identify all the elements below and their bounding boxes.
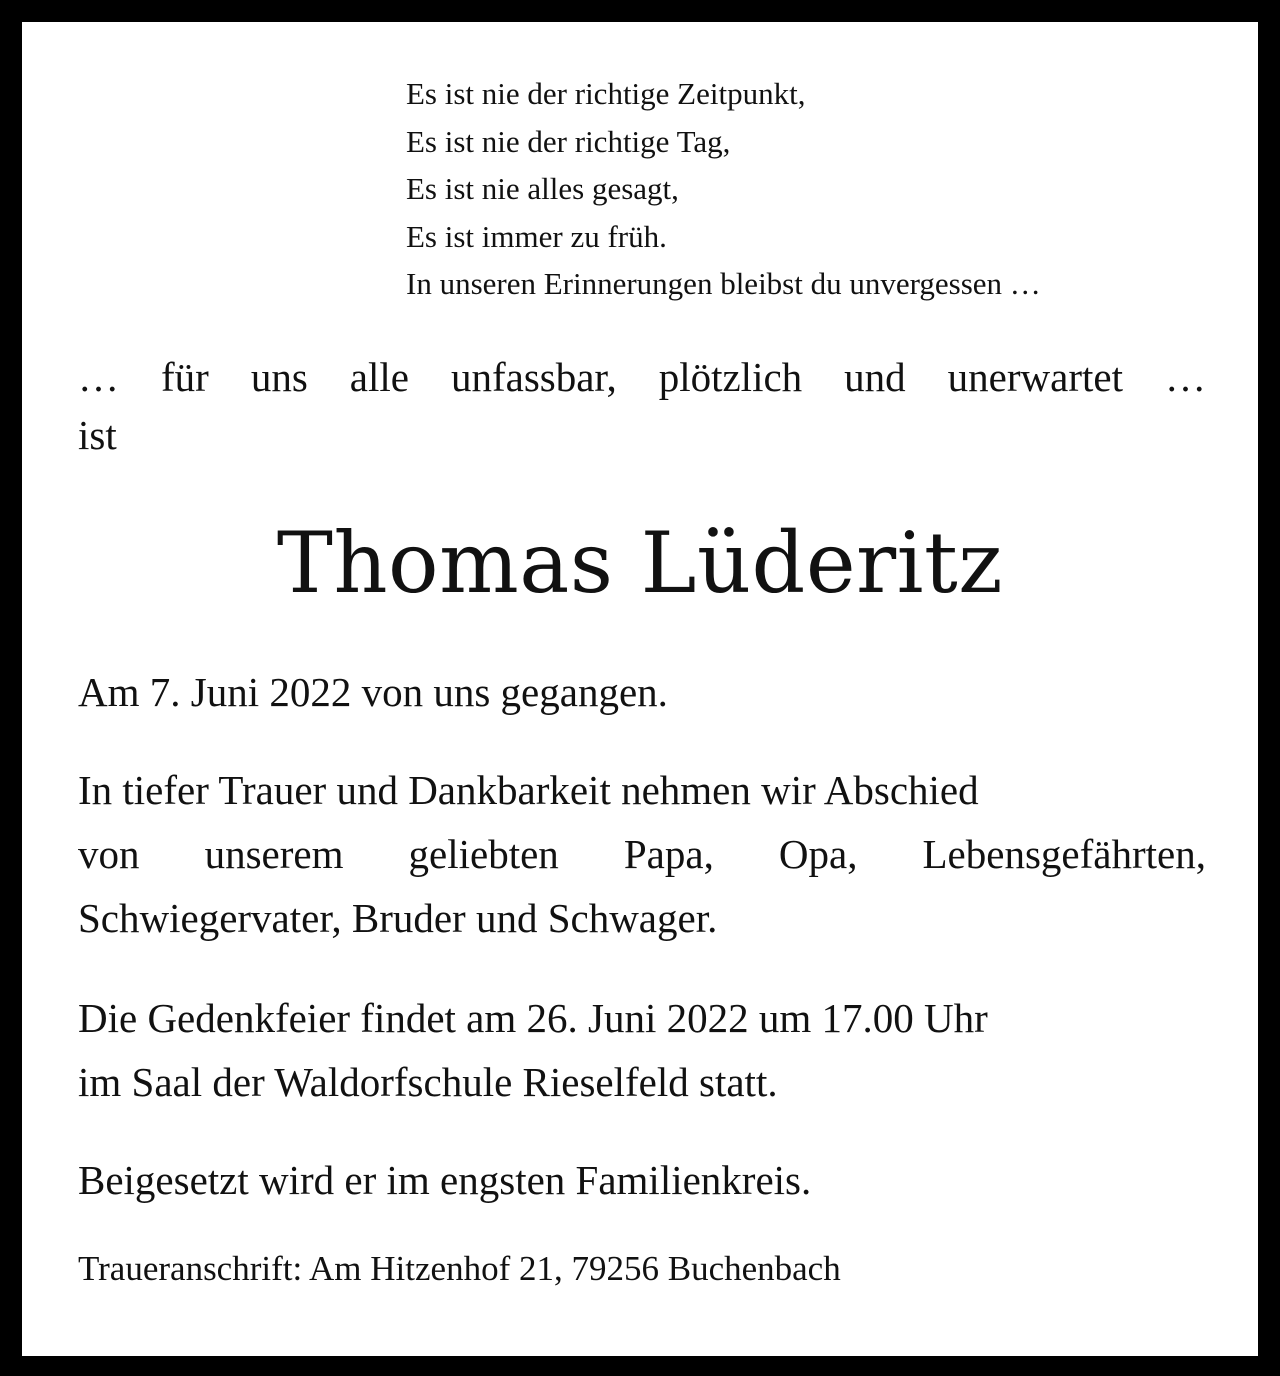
- farewell-word: Lebensgefährten,: [922, 831, 1206, 877]
- farewell-line: In tiefer Trauer und Dankbarkeit nehmen wir Abschied: [78, 767, 979, 813]
- intro-word: uns: [250, 354, 308, 400]
- intro-word: unfassbar,: [450, 354, 617, 400]
- mourning-address: Traueranschrift: Am Hitzenhof 21, 79256 Buchenbach: [78, 1249, 841, 1288]
- ceremony-paragraph: [78, 986, 1206, 1114]
- date-line: Am 7. Juni 2022 von uns gegangen.: [78, 669, 668, 715]
- intro-word: und: [844, 354, 906, 400]
- intro-word: unerwartet: [947, 354, 1123, 400]
- intro-word: für: [161, 354, 209, 400]
- farewell-word: von: [78, 831, 140, 877]
- farewell-line: Schwiegervater, Bruder und Schwager.: [78, 895, 718, 941]
- farewell-line: [78, 822, 1206, 886]
- poem-line: Es ist immer zu früh.: [406, 218, 667, 254]
- intro-word: plötzlich: [658, 354, 803, 400]
- poem: [406, 70, 1041, 308]
- farewell-paragraph: [78, 758, 1206, 950]
- ceremony-line: im Saal der Waldorfschule Rieselfeld statt.: [78, 1059, 778, 1105]
- intro-word: alle: [349, 354, 409, 400]
- farewell-word: geliebten: [408, 831, 559, 877]
- intro-line: ist: [78, 412, 117, 458]
- poem-line: Es ist nie alles gesagt,: [406, 171, 679, 206]
- intro-word: …: [78, 354, 119, 400]
- intro-word: …: [1164, 354, 1206, 400]
- intro-text: [78, 348, 1206, 464]
- farewell-word: Papa,: [623, 831, 714, 877]
- intro-line: [78, 348, 1206, 406]
- farewell-word: unserem: [204, 831, 344, 877]
- poem-line: In unseren Erinnerungen bleibst du unvergessen …: [406, 266, 1041, 301]
- poem-line: Es ist nie der richtige Zeitpunkt,: [406, 76, 806, 111]
- burial-line: Beigesetzt wird er im engsten Familienkreis.: [78, 1157, 812, 1203]
- poem-line: Es ist nie der richtige Tag,: [406, 123, 731, 159]
- ceremony-line: Die Gedenkfeier findet am 26. Juni 2022 um 17.00 Uhr: [78, 995, 988, 1041]
- farewell-word: Opa,: [778, 831, 858, 877]
- deceased-name: Thomas Lüderitz: [276, 514, 1004, 612]
